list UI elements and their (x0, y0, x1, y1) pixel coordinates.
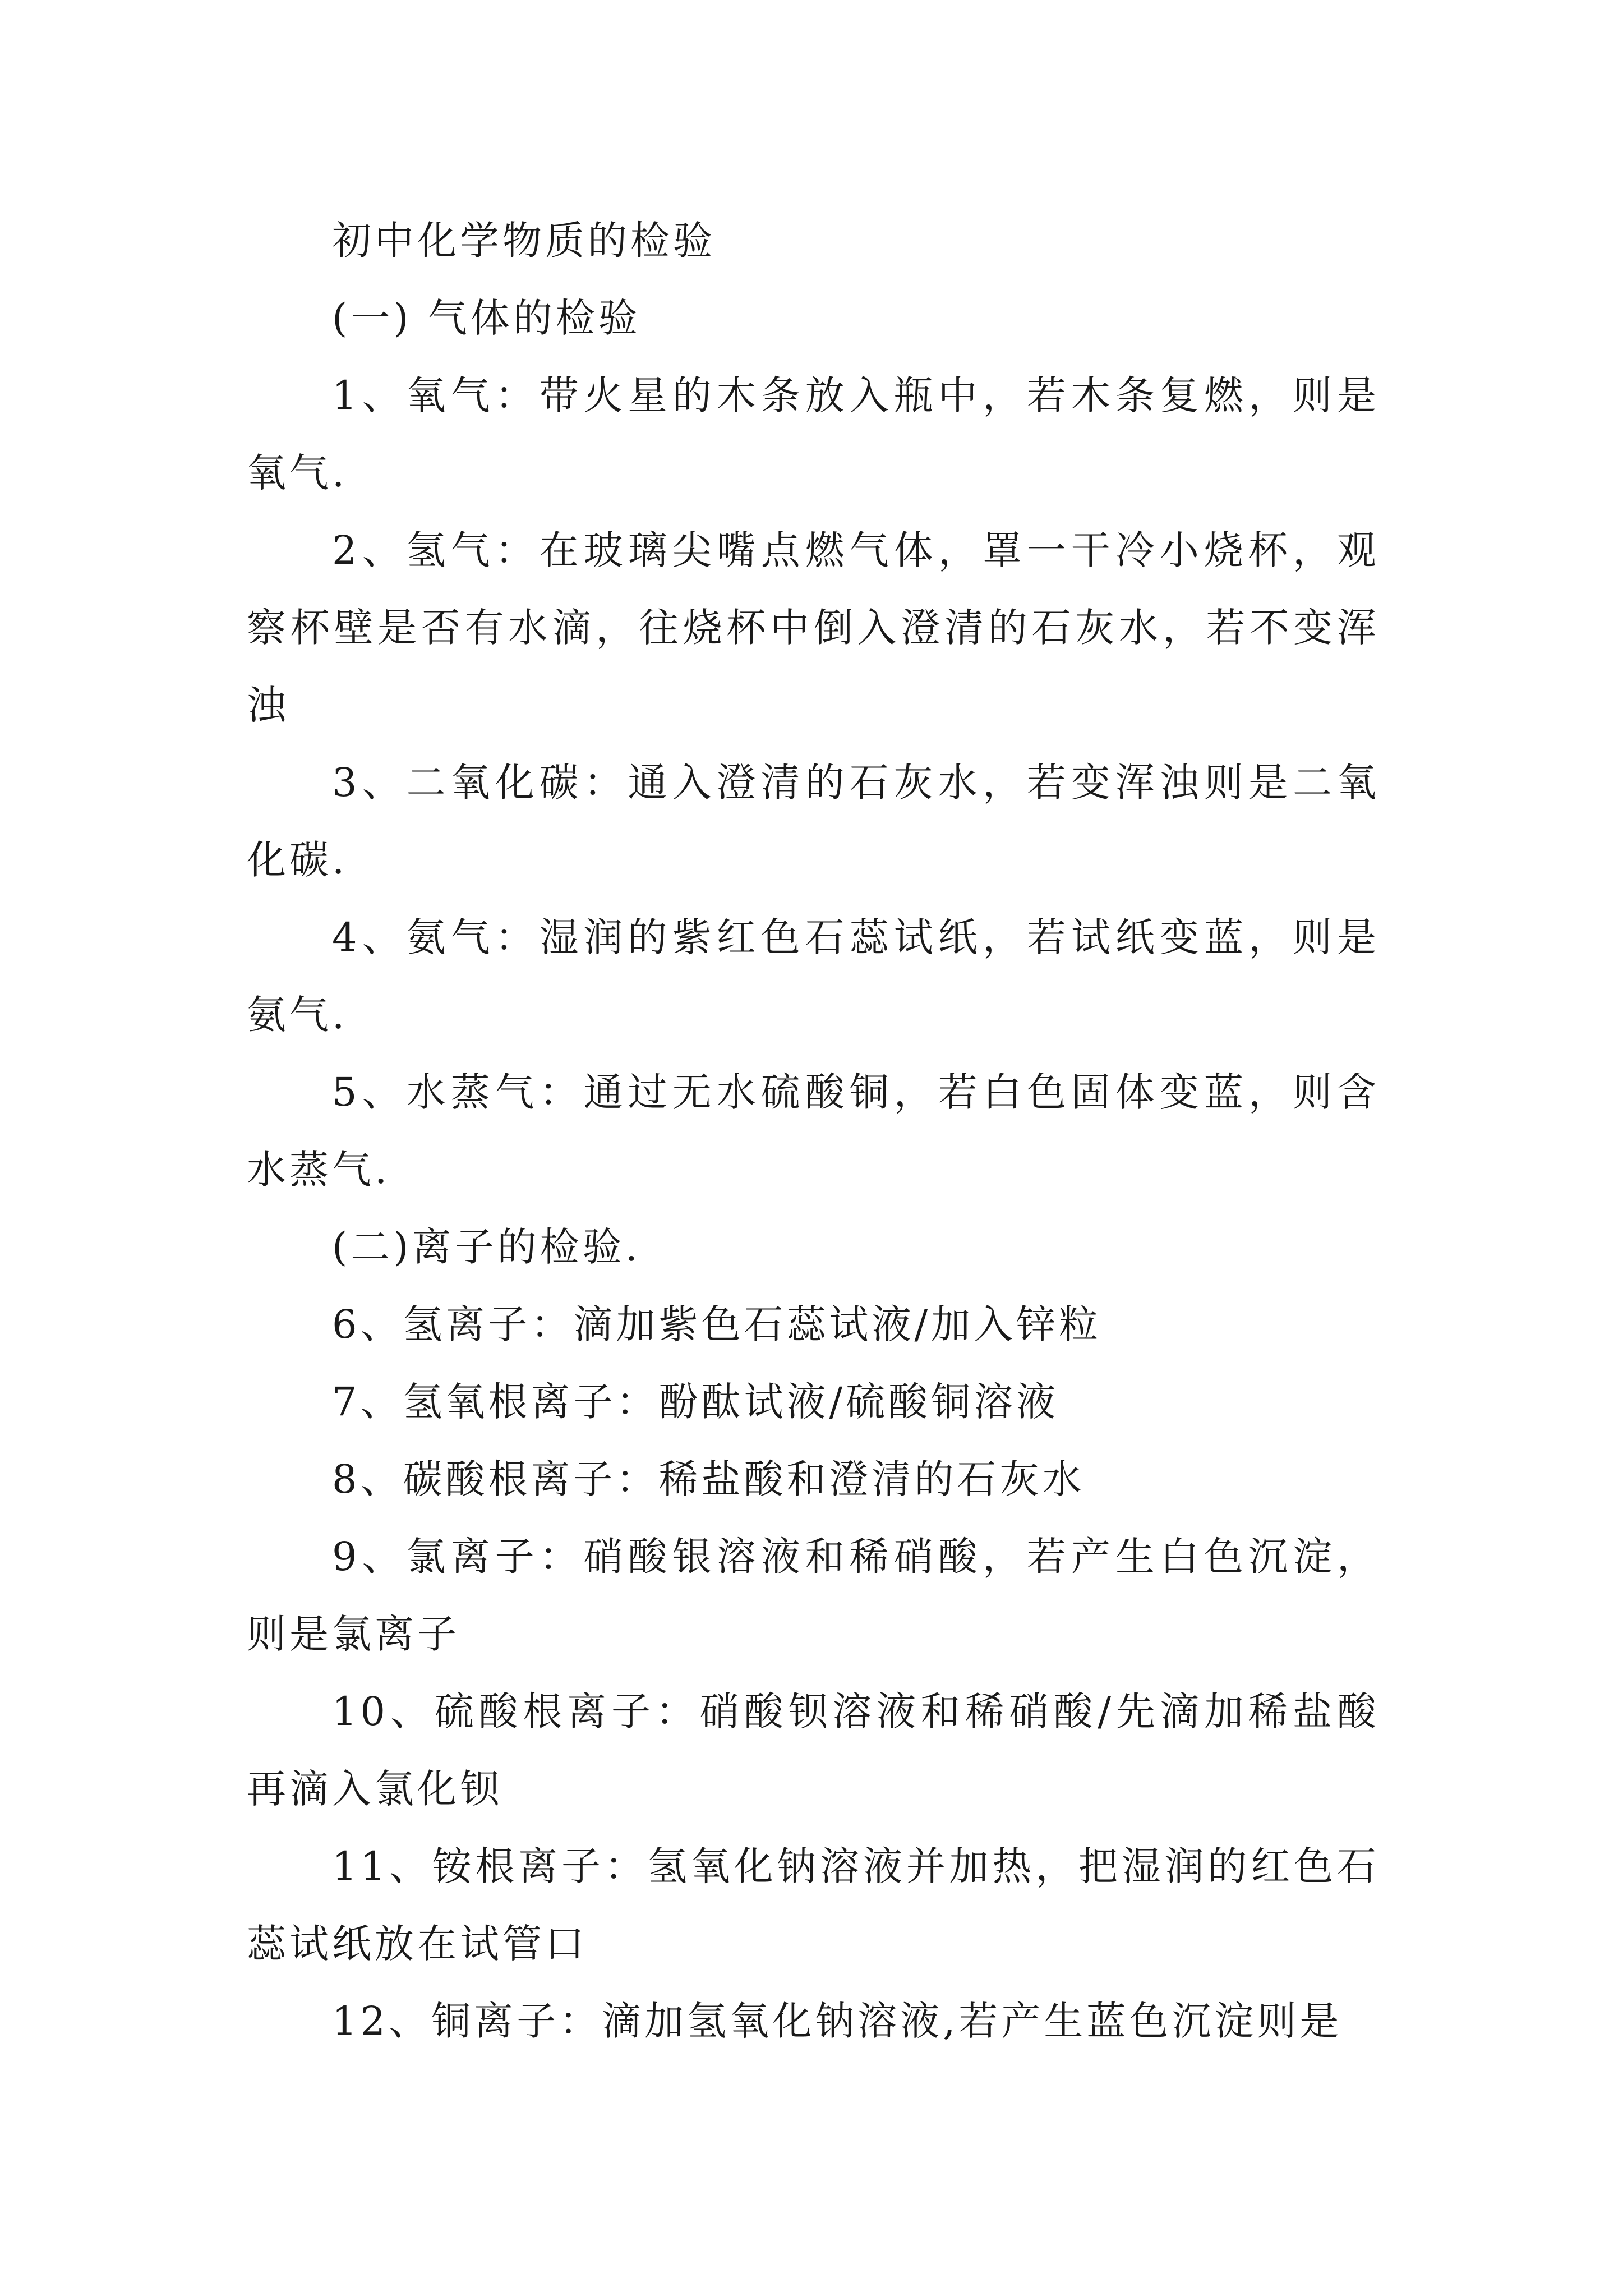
paragraph-carbonate-ion: 8、碳酸根离子：稀盐酸和澄清的石灰水 (332, 1456, 1085, 1502)
paragraph-carbon-dioxide: 3、二氧化碳：通入澄清的石灰水，若变浑浊则是二氧化碳. (247, 760, 1380, 883)
paragraph-copper-ion: 12、铜离子：滴加氢氧化钠溶液,若产生蓝色沉淀则是 (332, 1998, 1343, 2044)
paragraph-water-vapor: 5、水蒸气：通过无水硫酸铜，若白色固体变蓝，则含水蒸气. (247, 1069, 1380, 1193)
paragraph-oxygen: 1、氧气：带火星的木条放入瓶中，若木条复燃，则是氧气. (247, 372, 1380, 496)
document-title: 初中化学物质的检验 (332, 218, 716, 264)
section-heading-ions: (二)离子的检验. (332, 1224, 641, 1270)
paragraph-hydrogen-ion: 6、氢离子：滴加紫色石蕊试液/加入锌粒 (332, 1301, 1102, 1347)
paragraph-sulfate-ion: 10、硫酸根离子：硝酸钡溶液和稀硝酸/先滴加稀盐酸再滴入氯化钡 (247, 1688, 1380, 1812)
paragraph-ammonia: 4、氨气：湿润的紫红色石蕊试纸，若试纸变蓝，则是氨气. (247, 914, 1380, 1038)
document-body (247, 202, 1380, 2060)
paragraph-ammonium-ion: 11、铵根离子：氢氧化钠溶液并加热，把湿润的红色石蕊试纸放在试管口 (247, 1843, 1380, 1967)
paragraph-chloride-ion: 9、氯离子：硝酸银溶液和稀硝酸，若产生白色沉淀，则是氯离子 (247, 1534, 1380, 1657)
section-heading-gas: (一) 气体的检验 (332, 295, 641, 341)
paragraph-hydroxide-ion: 7、氢氧根离子：酚酞试液/硫酸铜溶液 (332, 1379, 1059, 1425)
paragraph-hydrogen: 2、氢气：在玻璃尖嘴点燃气体，罩一干冷小烧杯，观察杯壁是否有水滴，往烧杯中倒入澄清的石灰水，若不变浑浊 (247, 527, 1380, 728)
